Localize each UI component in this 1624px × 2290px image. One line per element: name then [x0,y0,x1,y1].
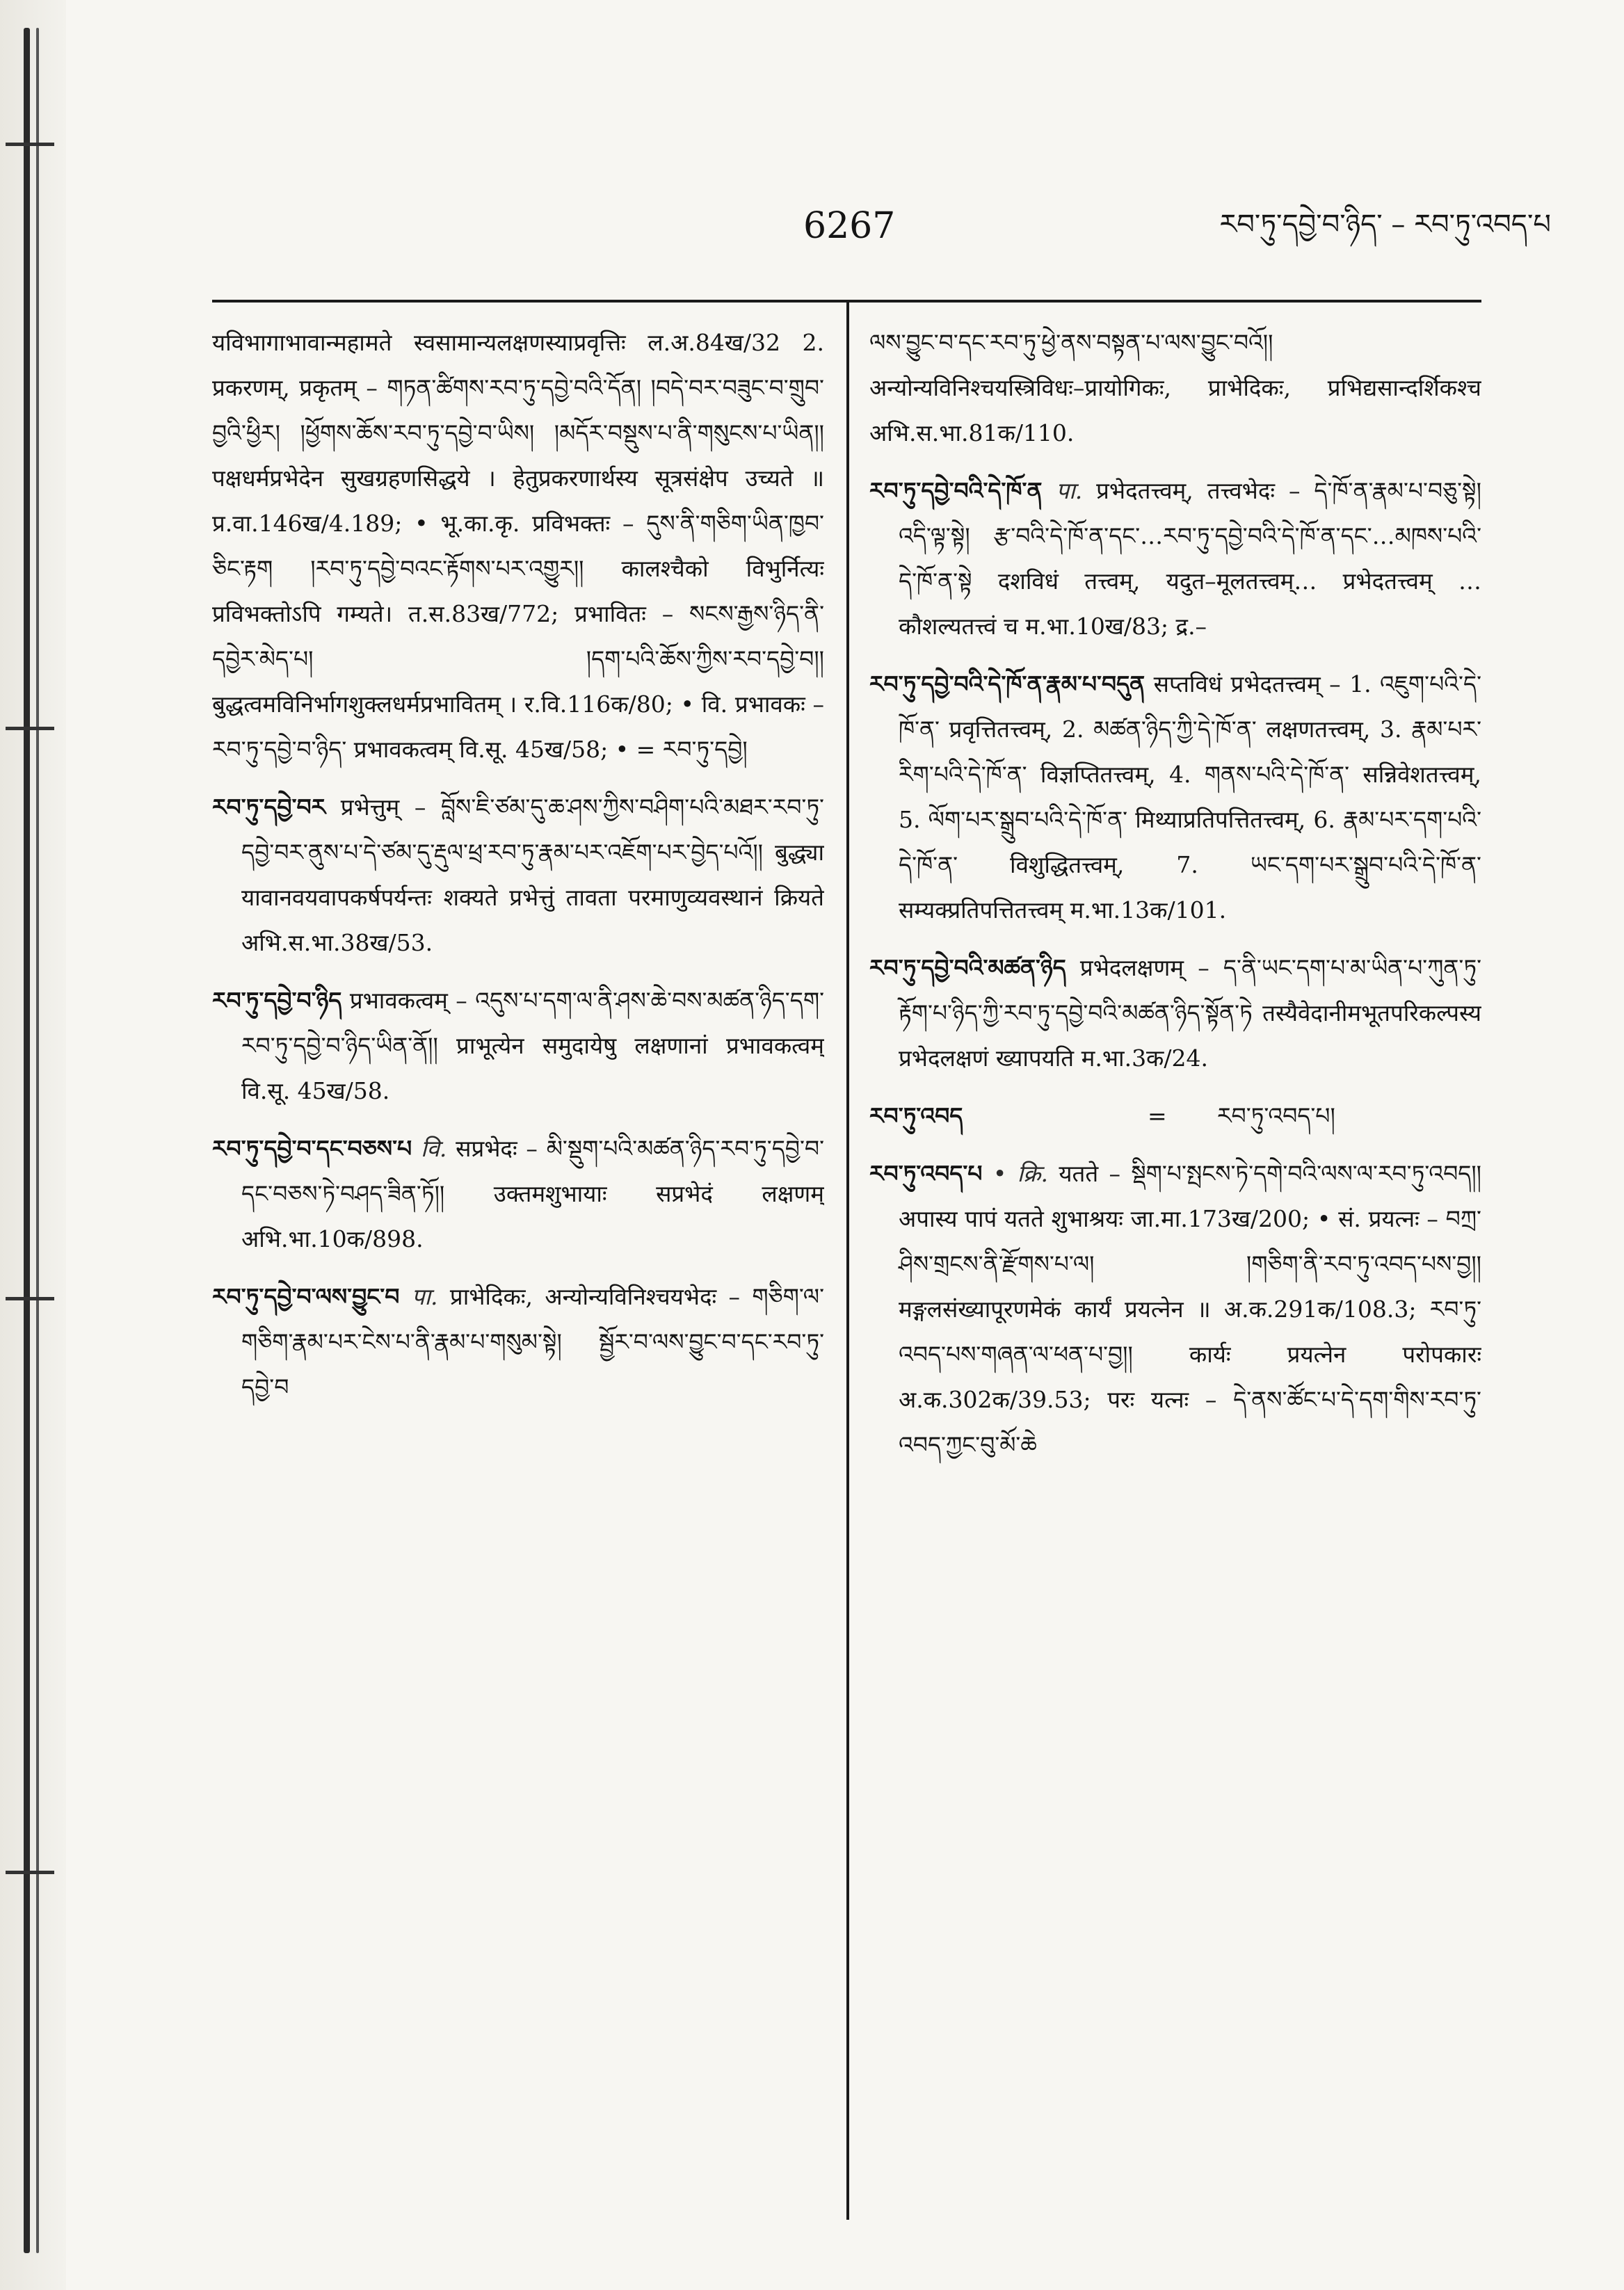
dictionary-entry [212,784,824,965]
xref-headword: རབ་ཏུ་འབད [869,1102,963,1129]
column-divider [846,300,849,2220]
binding-tick [6,1871,54,1874]
entry-headword: རབ་ཏུ་དབྱེ་བ་དང་བཅས་པ [212,1135,412,1162]
grammar-tag: पा. [1042,477,1083,504]
binding-tick [6,1297,54,1300]
grammar-tag: वि. [412,1135,447,1162]
entry-text: प्रभेदतत्त्वम्, तत्त्वभेदः – དེ་ཁོ་ན་རྣམ་པ་བཅུ་སྟེ། འདི་ལྟ་སྟེ། རྩ་བའི་དེ་ཁོ་ན་དང་…རབ་ཏུ་དབྱེ་བའི་དེ་ཁོ་ན་དང་…མཁས་པའི་དེ་ཁོ་ན་སྟེ दशविधं तत्त्वम्, यदुत–मूलतत्त्वम्… प्रभेदतत्त्वम् …कौशल्यतत्त्वं च म.भा.10ख/83; द्र.– [899,477,1481,640]
entry-headword: རབ་ཏུ་འབད་པ [869,1160,983,1187]
binding-tick [6,727,54,730]
right-column [869,320,1481,2253]
dictionary-entry [869,468,1481,649]
entry-headword: རབ་ཏུ་དབྱེ་བའི་དེ་ཁོ་ན་རྣམ་པ་བདུན [869,670,1145,698]
entry-text: यविभागाभावान्महामते स्वसामान्यलक्षणस्याप्रवृत्तिः ल.अ.84ख/32 2. प्रकरणम्, प्रकृतम् – གཏན་ཚིགས་རབ་ཏུ་དབྱེ་བའི་དོན། །བདེ་བར་བཟུང་བ་གྲུབ་བྱའི་ཕྱིར། །ཕྱོགས་ཆོས་རབ་ཏུ་དབྱེ་བ་ཡིས། །མདོར་བསྡུས་པ་ནི་གསུངས་པ་ཡིན།། पक्षधर्मप्रभेदेन सुखग्रहणसिद्धये । हेतुप्रकरणार्थस्य सूत्रसंक्षेप उच्यते ॥ प्र.वा.146ख/4.189; • भू.का.कृ. प्रविभक्तः – དུས་ནི་གཅིག་ཡིན་ཁྱབ་ཅིང་རྟག །རབ་ཏུ་དབྱེ་བའང་རྟོགས་པར་འགྱུར།། कालश्चैको विभुर्नित्यः प्रविभक्तोऽपि गम्यते। त.स.83ख/772; प्रभावितः – སངས་རྒྱས་ཉིད་ནི་དབྱེར་མེད་པ། །དག་པའི་ཆོས་ཀྱིས་རབ་དབྱེ་བ།། बुद्धत्वमविनिर्भागशुक्लधर्मप्रभावितम् । र.वि.116क/80; • वि. प्रभावकः – རབ་ཏུ་དབྱེ་བ་ཉིད་ प्रभावकत्वम् वि.सू. 45ख/58; • = རབ་ཏུ་དབྱེ། [212,329,824,763]
dictionary-entry [212,1126,824,1261]
entry-headword: རབ་ཏུ་དབྱེ་བར [212,793,326,821]
grammar-tag: • क्रि. [982,1160,1049,1187]
entry-text: प्रभावकत्वम् – འདུས་པ་དག་ལ་ནི་ཤས་ཆེ་བས་མཚན་ཉིད་དག་རབ་ཏུ་དབྱེ་བ་ཉིད་ཡིན་ནོ།། प्राभूत्येन समुदायेषु लक्षणानां प्रभावकत्वम् वि.सू. 45ख/58. [241,987,824,1104]
book-binding-edge [0,0,66,2290]
dictionary-entry [869,945,1481,1081]
xref-target: རབ་ཏུ་འབད་པ། [1217,1102,1335,1129]
entry-headword: རབ་ཏུ་དབྱེ་བའི་དེ་ཁོ་ན [869,477,1043,504]
dictionary-entry [869,1151,1481,1467]
dictionary-entry [869,661,1481,933]
entry-text: प्रभेत्तुम् – བློས་ཇི་ཙམ་དུ་ཆ་ཤས་ཀྱིས་བཤིག་པའི་མཐར་རབ་ཏུ་དབྱེ་བར་ནུས་པ་དེ་ཙམ་དུ་རྡུལ་ཕྲ་རབ་ཏུ་རྣམ་པར་འཇོག་པར་བྱེད་པའོ།། बुद्ध्या यावानवयवापकर्षपर्यन्तः शक्यते प्रभेत्तुं तावता परमाणुव्यवस्थानं क्रियते अभि.स.भा.38ख/53. [241,793,824,956]
running-head: རབ་ཏུ་དབྱེ་བ་ཉིད་ – རབ་ཏུ་འབད་པ [1219,209,1551,241]
left-column [212,320,824,2253]
entry-text: सप्रभेदः – མི་སྡུག་པའི་མཚན་ཉིད་རབ་ཏུ་དབྱེ་བ་དང་བཅས་ཏེ་བཤད་ཟིན་ཏོ།། उक्तमशुभायाः सप्रभेदं लक्षणम् अभि.भा.10क/898. [241,1135,824,1252]
binding-tick [6,143,54,146]
dictionary-entry [212,1274,824,1410]
entry-text: प्रभेदलक्षणम् – ད་ནི་ཡང་དག་པ་མ་ཡིན་པ་ཀུན་ཏུ་རྟོག་པ་ཉིད་ཀྱི་རབ་ཏུ་དབྱེ་བའི་མཚན་ཉིད་སྟོན་ཏེ तस्यैवेदानीमभूतपरिकल्पस्य प्रभेदलक्षणं ख्यापयति म.भा.3क/24. [899,954,1481,1072]
dictionary-entry [212,978,824,1113]
equals-sign: = [1148,1102,1167,1129]
entry-text: प्राभेदिकः, अन्योन्यविनिश्चयभेदः – གཅིག་ལ་གཅིག་རྣམ་པར་ངེས་པ་ནི་རྣམ་པ་གསུམ་སྟེ། སྦྱོར་བ་ལས་བྱུང་བ་དང་རབ་ཏུ་དབྱེ་བ [241,1283,824,1401]
entry-headword: རབ་ཏུ་དབྱེ་བའི་མཚན་ཉིད [869,954,1066,981]
dictionary-entry-continuation [869,320,1481,455]
binding-line [36,28,39,2253]
dictionary-entry-continuation [212,320,824,772]
entry-headword: རབ་ཏུ་དབྱེ་བ་ཉིད [212,987,342,1014]
entry-text: यतते – སྡིག་པ་སྤངས་ཏེ་དགེ་བའི་ལས་ལ་རབ་ཏུ་འབད།། अपास्य पापं यतते शुभाश्रयः जा.मा.173ख/200; • सं. प्रयत्नः – བཀྲ་ཤིས་གྲངས་ནི་རྫོགས་པ་ལ། །གཅིག་ནི་རབ་ཏུ་འབད་པས་བྱ།། मङ्गलसंख्यापूरणमेकं कार्यं प्रयत्नेन ॥ अ.क.291क/108.3; རབ་ཏུ་འབད་པས་གཞན་ལ་ཕན་པ་བྱ།། कार्यः प्रयत्नेन परोपकारः अ.क.302क/39.53; परः यत्नः – དེ་ནས་ཚོང་པ་དེ་དག་གིས་རབ་ཏུ་འབད་ཀྱང་བུ་མོ་ཆེ [899,1160,1481,1458]
grammar-tag: पा. [399,1283,438,1310]
page-number: 6267 [803,205,896,247]
cross-reference-entry [869,1093,1481,1138]
binding-line [24,28,30,2253]
entry-headword: རབ་ཏུ་དབྱེ་བ་ལས་བྱུང་བ [212,1283,400,1310]
entry-text: सप्तविधं प्रभेदतत्त्वम् – 1. འཇུག་པའི་དེ་ཁོ་ན་ प्रवृत्तितत्त्वम्, 2. མཚན་ཉིད་ཀྱི་དེ་ཁོ་ན་ लक्षणतत्त्वम्, 3. རྣམ་པར་རིག་པའི་དེ་ཁོ་ན་ विज्ञप्तितत्त्वम्, 4. གནས་པའི་དེ་ཁོ་ན་ सन्निवेशतत्त्वम्, 5. ལོག་པར་སྒྲུབ་པའི་དེ་ཁོ་ན་ मिथ्याप्रतिपत्तितत्त्वम्, 6. རྣམ་པར་དག་པའི་དེ་ཁོ་ན་ विशुद्धितत्त्वम्, 7. ཡང་དག་པར་སྒྲུབ་པའི་དེ་ཁོ་ན་ सम्यक्प्रतिपत्तितत्त्वम् म.भा.13क/101. [899,670,1481,924]
entry-text: ལས་བྱུང་བ་དང་རབ་ཏུ་ཕྱེ་ནས་བསྟན་པ་ལས་བྱུང་བའོ།། अन्योन्यविनिश्चयस्त्रिविधः–प्रायोगिकः, प्राभेदिकः, प्रभिद्यसान्दर्शिकश्च अभि.स.भा.81क/110. [869,329,1481,446]
